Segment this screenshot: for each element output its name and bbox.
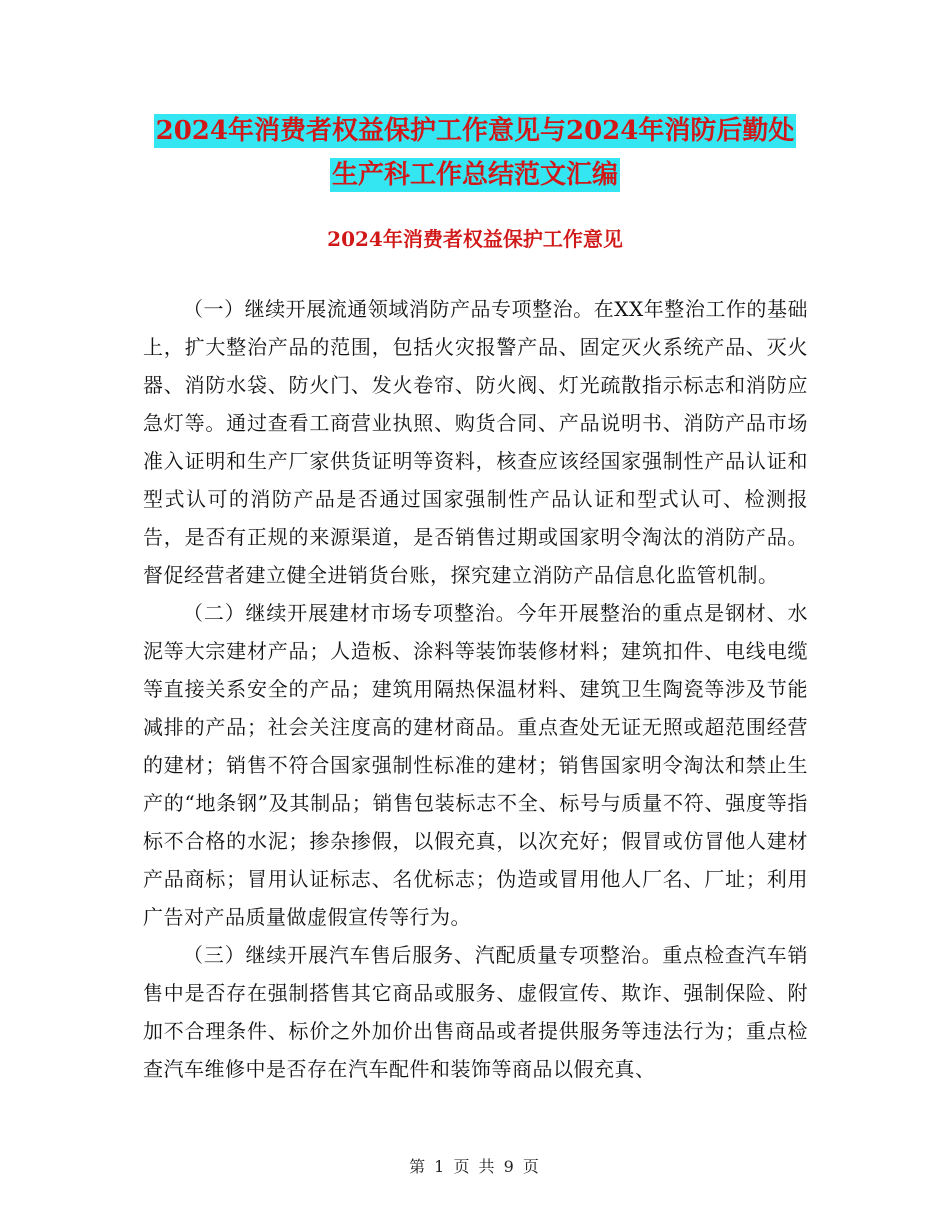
paragraph-3: （三）继续开展汽车售后服务、汽配质量专项整治。重点检查汽车销售中是否存在强制搭售其它商品或服务、虚假宣传、欺诈、强制保险、附加不合理条件、标价之外加价出售商品或者提供服务等违法行为；重点检查汽车维修中是否存在汽车配件和装饰等商品以假充真、	[143, 943, 808, 1081]
paragraph-2: （二）继续开展建材市场专项整治。今年开展整治的重点是钢材、水泥等大宗建材产品；人造板、涂料等装饰装修材料；建筑扣件、电线电缆等直接关系安全的产品；建筑用隔热保温材料、建筑卫生陶瓷等涉及节能减排的产品；社会关注度高的建材商品。重点查处无证无照或超范围经营的建材；销售不符合国家强制性标准的建材；销售国家明令淘汰和禁止生产的“地条钢”及其制品；销售包装标志不全、标号与质量不符、强度等指标不合格的水泥；掺杂掺假，以假充真，以次充好；假冒或仿冒他人建材产品商标；冒用认证标志、名优标志；伪造或冒用他人厂名、厂址；利用广告对产品质量做虚假宣传等行为。	[143, 601, 808, 929]
document-title-line-1	[0, 106, 950, 156]
page-footer: 第 1 页 共 9 页	[409, 1157, 541, 1176]
document-title-line-2	[0, 150, 950, 200]
section-heading: 2024年消费者权益保护工作意见	[327, 227, 623, 251]
title-highlight-2: 生产科工作总结范文汇编	[331, 160, 618, 190]
body-text	[143, 290, 808, 1088]
title-highlight-1: 2024年消费者权益保护工作意见与2024年消防后勤处	[155, 116, 795, 146]
paragraph-1: （一）继续开展流通领域消防产品专项整治。在XX年整治工作的基础上，扩大整治产品的范围，包括火灾报警产品、固定灭火系统产品、灭火器、消防水袋、防火门、发火卷帘、防火阀、灯光疏散指示标志和消防应急灯等。通过查看工商营业执照、购货合同、产品说明书、消防产品市场准入证明和生产厂家供货证明等资料，核查应该经国家强制性产品认证和型式认可的消防产品是否通过国家强制性产品认证和型式认可、检测报告，是否有正规的来源渠道，是否销售过期或国家明令淘汰的消防产品。督促经营者建立健全进销货台账，探究建立消防产品信息化监管机制。	[143, 297, 808, 587]
